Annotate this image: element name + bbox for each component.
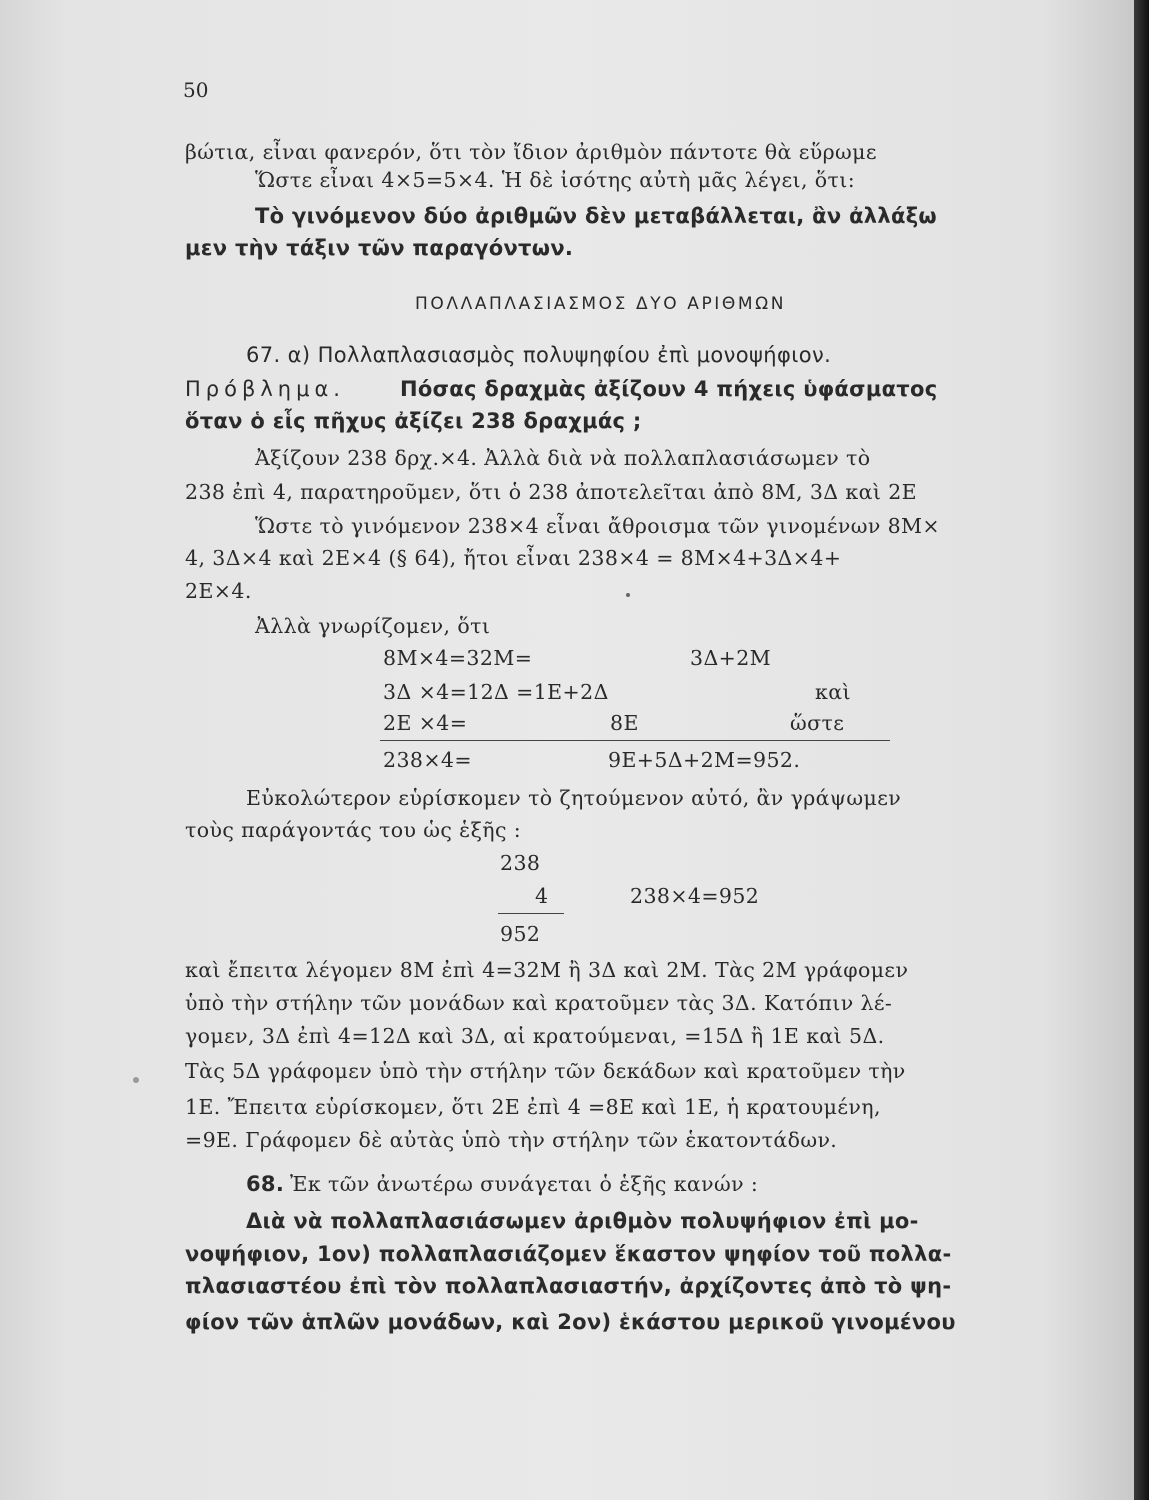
product-equation: 238×4=952: [630, 884, 760, 908]
section-68-number: 68.: [246, 1172, 285, 1196]
problem-label: Πρόβλημα.: [185, 377, 345, 401]
print-speck: [133, 1077, 139, 1083]
text-line: ὑπὸ τὴν στήλην τῶν μονάδων καὶ κρατοῦμεν τὰς 3Δ. Κατόπιν λέ-: [185, 991, 893, 1015]
text-line: 4, 3Δ×4 καὶ 2Ε×4 (§ 64), ἤτοι εἶναι 238×4 = 8Μ×4+3Δ×4+: [185, 546, 842, 570]
multiplicand: 238: [500, 851, 541, 875]
calc-cell: 2Ε ×4=: [383, 711, 468, 735]
calc-cell: 3Δ+2Μ: [690, 646, 772, 670]
text-line: =9Ε. Γράφομεν δὲ αὐτὰς ὑπὸ τὴν στήλην τῶν ἑκατοντάδων.: [185, 1128, 838, 1152]
text-line: Ἐκ τῶν ἀνωτέρω συνάγεται ὁ ἑξῆς κανών :: [290, 1172, 759, 1196]
calc-cell: 9Ε+5Δ+2Μ=952.: [608, 748, 801, 772]
text-line: Τὰς 5Δ γράφομεν ὑπὸ τὴν στήλην τῶν δεκάδων καὶ κρατοῦμεν τὴν: [185, 1059, 906, 1083]
bold-rule-line: μεν τὴν τάξιν τῶν παραγόντων.: [185, 236, 574, 260]
product: 952: [500, 922, 541, 946]
text-line: Ὥστε τὸ γινόμενον 238×4 εἶναι ἄθροισμα τῶν γινομένων 8Μ×: [255, 514, 941, 538]
bold-rule-line: νοψήφιον, 1ον) πολλαπλασιάζομεν ἕκαστον ψηφίον τοῦ πολλα-: [185, 1242, 952, 1266]
bold-rule-line: πλασιαστέου ἐπὶ τὸν πολλαπλασιαστήν, ἀρχίζοντες ἀπὸ τὸ ψη-: [185, 1274, 952, 1298]
text-line: 2Ε×4.: [185, 579, 252, 603]
calc-cell: 8Μ×4=32Μ=: [383, 646, 533, 670]
bold-rule-line: Διὰ νὰ πολλαπλασιάσωμεν ἀριθμὸν πολυψήφιον ἐπὶ μο-: [246, 1209, 919, 1233]
calc-cell: καὶ: [815, 680, 851, 704]
multiplier: 4: [535, 884, 549, 908]
text-line: Εὐκολώτερον εὑρίσκομεν τὸ ζητούμενον αὐτό, ἂν γράψωμεν: [246, 786, 902, 810]
product-line: [498, 913, 564, 914]
problem-text: Πόσας δραχμὰς ἀξίζουν 4 πήχεις ὑφάσματος: [400, 377, 938, 401]
calc-cell: 238×4=: [383, 748, 472, 772]
text-line: τοὺς παράγοντάς του ὡς ἑξῆς :: [185, 818, 522, 842]
bold-rule-line: φίον τῶν ἁπλῶν μονάδων, καὶ 2ον) ἑκάστου μερικοῦ γινομένου: [185, 1310, 956, 1334]
calc-cell: 3Δ ×4=12Δ =1Ε+2Δ: [383, 680, 609, 704]
text-line: γομεν, 3Δ ἐπὶ 4=12Δ καὶ 3Δ, αἱ κρατούμεναι, =15Δ ἢ 1Ε καὶ 5Δ.: [185, 1024, 885, 1048]
section-67-title: 67. α) Πολλαπλασιασμὸς πολυψηφίου ἐπὶ μονοψήφιον.: [246, 343, 832, 367]
scan-edge: [1134, 0, 1149, 1500]
page-number: 50: [183, 78, 209, 102]
text-line: βώτια, εἶναι φανερόν, ὅτι τὸν ἴδιον ἀριθμὸν πάντοτε θὰ εὕρωμε: [185, 140, 877, 164]
text-line: Ἀλλὰ γνωρίζομεν, ὅτι: [255, 614, 491, 638]
calc-cell: 8Ε: [610, 711, 639, 735]
text-line: Ἀξίζουν 238 δρχ.×4. Ἀλλὰ διὰ νὰ πολλαπλασιάσωμεν τὸ: [255, 446, 871, 470]
text-line: 1Ε. Ἔπειτα εὑρίσκομεν, ὅτι 2Ε ἐπὶ 4 =8Ε καὶ 1Ε, ἡ κρατουμένη,: [185, 1095, 881, 1119]
text-line: Ὥστε εἶναι 4×5=5×4. Ἡ δὲ ἰσότης αὐτὴ μᾶς λέγει, ὅτι:: [255, 168, 856, 192]
calc-cell: ὥστε: [790, 711, 845, 735]
section-heading: ΠΟΛΛΑΠΛΑΣΙΑΣΜΟΣ ΔΥΟ ΑΡΙΘΜΩΝ: [415, 294, 787, 314]
text-line: 238 ἐπὶ 4, παρατηροῦμεν, ὅτι ὁ 238 ἀποτελεῖται ἀπὸ 8Μ, 3Δ καὶ 2Ε: [185, 480, 918, 504]
sum-line: [380, 740, 890, 741]
text-line: καὶ ἔπειτα λέγομεν 8Μ ἐπὶ 4=32Μ ἢ 3Δ καὶ 2Μ. Τὰς 2Μ γράφομεν: [185, 958, 909, 982]
bold-rule-line: Τὸ γινόμενον δύο ἀριθμῶν δὲν μεταβάλλεται, ἂν ἀλλάξω: [255, 204, 937, 228]
problem-text: ὅταν ὁ εἷς πῆχυς ἀξίζει 238 δραχμάς ;: [185, 409, 642, 433]
print-speck: [626, 593, 630, 597]
